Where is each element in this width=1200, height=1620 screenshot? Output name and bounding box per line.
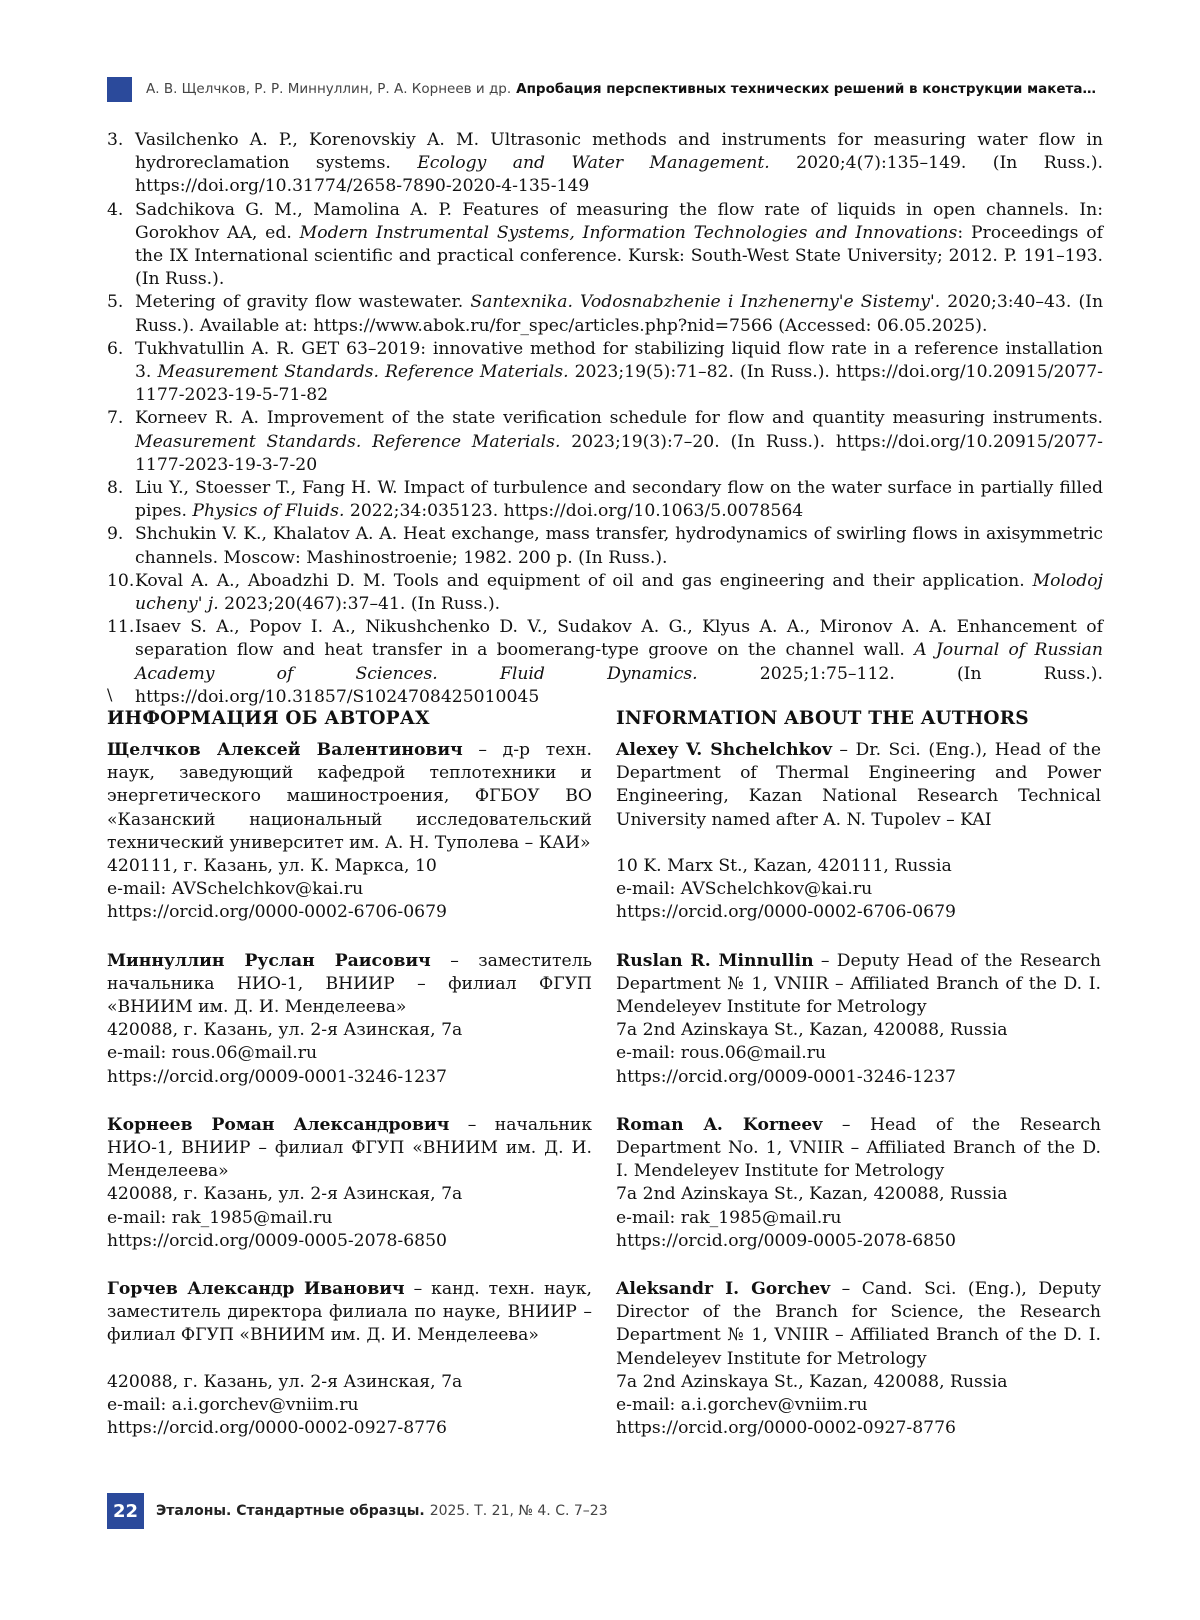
- author-address: 7a 2nd Azinskaya St., Kazan, 420088, Russia: [616, 1020, 1008, 1041]
- reference-number: 9.: [107, 524, 124, 545]
- author-email: e-mail: a.i.gorchev@vniim.ru: [107, 1395, 359, 1416]
- author-name: Корнеев Роман Александрович: [107, 1114, 450, 1135]
- author-address: 420088, г. Казань, ул. 2-я Азинская, 7а: [107, 1371, 463, 1392]
- author-description: – канд. техн. наук, заместитель директора филиала по науке, ВНИИР – филиал ФГУП «ВНИИМ им. Д. И. Менделеева»: [107, 1279, 592, 1346]
- authors-info-ru: [107, 706, 592, 1465]
- author-address: 420088, г. Казань, ул. 2-я Азинская, 7а: [107, 1184, 463, 1205]
- reference-item: 8. Liu Y., Stoesser T., Fang H. W. Impact of turbulence and secondary flow on the water surface in partially filled pipes. Physics of Fluids. 2022;34:035123. https://doi.org/10.1063/5.0078564: [107, 478, 1103, 522]
- author-description: – Deputy Head of the Research Department № 1, VNIIR – Affiliated Branch of the D. I. Mendeleyev Institute for Metrology: [616, 950, 1102, 1018]
- page-footer: [107, 1493, 608, 1529]
- author-email: e-mail: rak_1985@mail.ru: [616, 1207, 842, 1228]
- authors-info-en: [616, 706, 1101, 1465]
- author-description: – д-р техн. наук, заведующий кафедрой теплотехники и энергетического машиностроения, ФГБОУ ВО «Казанский национальный исследовательский технический университет им. А. Н. Туполева – КАИ»: [107, 740, 593, 853]
- reference-number: 5.: [107, 292, 124, 313]
- author-description: – начальник НИО-1, ВНИИР – филиал ФГУП «ВНИИМ им. Д. И. Менделеева»: [107, 1114, 592, 1182]
- reference-item: 5. Metering of gravity flow wastewater. Santexnika. Vodosnabzhenie i Inzhenerny'e Sistemy'. 2020;3:40–43. (In Russ.). Available at: https://www.abok.ru/for_spec/articles.php?nid=7566 (Accessed: 06.05.2025).: [107, 292, 1104, 336]
- author-block: [107, 1114, 592, 1253]
- author-description: – Cand. Sci. (Eng.), Deputy Director of the Branch for Science, the Research Department № 1, VNIIR – Affiliated Branch of the D. I. Mendeleyev Institute for Metrology: [616, 1279, 1101, 1369]
- reference-number: 6.: [107, 338, 124, 359]
- stray-backslash: \: [107, 685, 113, 704]
- running-head: [107, 76, 1102, 102]
- running-head-authors: А. В. Щелчков, Р. Р. Миннуллин, Р. А. Корнеев и др.: [146, 81, 512, 97]
- author-orcid: https://orcid.org/0000-0002-6706-0679: [616, 902, 956, 923]
- reference-number: 3.: [107, 130, 124, 150]
- author-email: e-mail: AVSchelchkov@kai.ru: [616, 879, 873, 900]
- author-name: Щелчков Алексей Валентинович: [107, 740, 463, 760]
- blank-line: [616, 832, 1101, 855]
- author-block: [616, 1278, 1101, 1440]
- author-description: – заместитель начальника НИО-1, ВНИИР – филиал ФГУП «ВНИИМ им. Д. И. Менделеева»: [107, 950, 592, 1018]
- author-email: e-mail: AVSchelchkov@kai.ru: [107, 879, 364, 900]
- authors-heading-en: INFORMATION ABOUT THE AUTHORS: [616, 708, 1029, 729]
- author-block: [616, 739, 1101, 925]
- author-orcid: https://orcid.org/0009-0001-3246-1237: [616, 1066, 956, 1087]
- reference-list: [107, 129, 1103, 709]
- author-description: – Dr. Sci. (Eng.), Head of the Department of Thermal Engineering and Power Engineering, Kazan National Research Technical University named after A. N. Tupolev – KAI: [616, 740, 1102, 830]
- author-address: 420088, г. Казань, ул. 2-я Азинская, 7а: [107, 1020, 463, 1041]
- reference-item: 7. Korneev R. A. Improvement of the state verification schedule for flow and quantity measuring instruments. Measurement Standards. Reference Materials. 2023;19(3):7–20. (In Russ.). https://doi.org/10.20915/2077-1177-2023-19-3-7-20: [107, 408, 1103, 475]
- author-block: [616, 950, 1101, 1089]
- author-email: e-mail: a.i.gorchev@vniim.ru: [616, 1395, 868, 1416]
- author-name: Aleksandr I. Gorchev: [616, 1279, 831, 1300]
- author-name: Alexey V. Shchelchkov: [616, 740, 832, 760]
- reference-number: 4.: [107, 199, 124, 220]
- reference-item: 3. Vasilchenko A. P., Korenovskiy A. M. Ultrasonic methods and instruments for measuring water flow in hydroreclamation systems. Ecology and Water Management. 2020;4(7):135–149. (In Russ.). https://doi.org/10.31774/2658-7890-2020-4-135-149: [107, 130, 1104, 197]
- journal-issue: 2025. Т. 21, № 4. С. 7–23: [429, 1503, 608, 1519]
- author-orcid: https://orcid.org/0009-0001-3246-1237: [107, 1066, 447, 1087]
- author-block: [107, 739, 592, 925]
- author-orcid: https://orcid.org/0009-0005-2078-6850: [616, 1230, 956, 1251]
- author-email: e-mail: rak_1985@mail.ru: [107, 1207, 333, 1228]
- author-name: Горчев Александр Иванович: [107, 1279, 405, 1300]
- author-name: Roman A. Korneev: [616, 1114, 823, 1135]
- author-email: e-mail: rous.06@mail.ru: [616, 1043, 827, 1064]
- journal-title: Эталоны. Стандартные образцы.: [156, 1503, 425, 1519]
- author-block: [616, 1114, 1101, 1253]
- reference-item: 10. Koval A. A., Aboadzhi D. M. Tools and equipment of oil and gas engineering and their application. Molodoj ucheny' j. 2023;20(467):37–41. (In Russ.).: [107, 570, 1103, 615]
- reference-number: 10.: [107, 570, 135, 591]
- page-number: 22: [107, 1493, 144, 1529]
- reference-item: 4. Sadchikova G. M., Mamolina A. P. Features of measuring the flow rate of liquids in open channels. In: Gorokhov AA, ed. Modern Instrumental Systems, Information Technologies and Innovations: Proceedings of the IX International scientific and practical conference. Kursk: South-West State University; 2012. P. 191–193. (In Russ.).: [107, 199, 1104, 290]
- reference-number: 8.: [107, 478, 124, 499]
- reference-item: 6. Tukhvatullin A. R. GET 63–2019: innovative method for stabilizing liquid flow rate in a reference installation 3. Measurement Standards. Reference Materials. 2023;19(5):71–82. (In Russ.). https://doi.org/10.20915/2077-1177-2023-19-5-71-82: [107, 338, 1103, 406]
- reference-item: 11. Isaev S. A., Popov I. A., Nikushchenko D. V., Sudakov A. G., Klyus A. A., Mironov A. A. Enhancement of separation flow and heat transfer in a boomerang-type groove on the channel wall. A Journal of Russian Academy of Sciences. Fluid Dynamics. 2025;1:75–112. (In Russ.). https://doi.org/10.31857/S1024708425010045: [107, 617, 1103, 707]
- author-address: 420111, г. Казань, ул. К. Маркса, 10: [107, 856, 437, 877]
- author-address: 7a 2nd Azinskaya St., Kazan, 420088, Russia: [616, 1371, 1008, 1392]
- header-accent-square: [107, 77, 132, 102]
- author-orcid: https://orcid.org/0000-0002-6706-0679: [107, 902, 447, 923]
- author-address: 10 K. Marx St., Kazan, 420111, Russia: [616, 856, 952, 876]
- reference-number: 11.: [107, 617, 135, 638]
- reference-item: 9. Shchukin V. K., Khalatov A. A. Heat exchange, mass transfer, hydrodynamics of swirling flows in axisymmetric channels. Moscow: Mashinostroenie; 1982. 200 p. (In Russ.).: [107, 524, 1103, 568]
- author-orcid: https://orcid.org/0009-0005-2078-6850: [107, 1230, 447, 1251]
- authors-heading-ru: ИНФОРМАЦИЯ ОБ АВТОРАХ: [107, 708, 430, 729]
- author-block: [107, 950, 592, 1089]
- author-orcid: https://orcid.org/0000-0002-0927-8776: [616, 1418, 956, 1439]
- author-address: 7a 2nd Azinskaya St., Kazan, 420088, Russia: [616, 1184, 1008, 1205]
- author-description: – Head of the Research Department No. 1, VNIIR – Affiliated Branch of the D. I. Mendeleyev Institute for Metrology: [616, 1114, 1101, 1182]
- author-name: Ruslan R. Minnullin: [616, 950, 814, 971]
- author-name: Миннуллин Руслан Раисович: [107, 950, 431, 971]
- author-block: [107, 1278, 592, 1440]
- author-orcid: https://orcid.org/0000-0002-0927-8776: [107, 1418, 447, 1439]
- author-email: e-mail: rous.06@mail.ru: [107, 1043, 318, 1064]
- running-head-title: Апробация перспективных технических решений в конструкции макета…: [516, 81, 1096, 97]
- blank-line: [107, 1348, 592, 1371]
- reference-number: 7.: [107, 408, 124, 429]
